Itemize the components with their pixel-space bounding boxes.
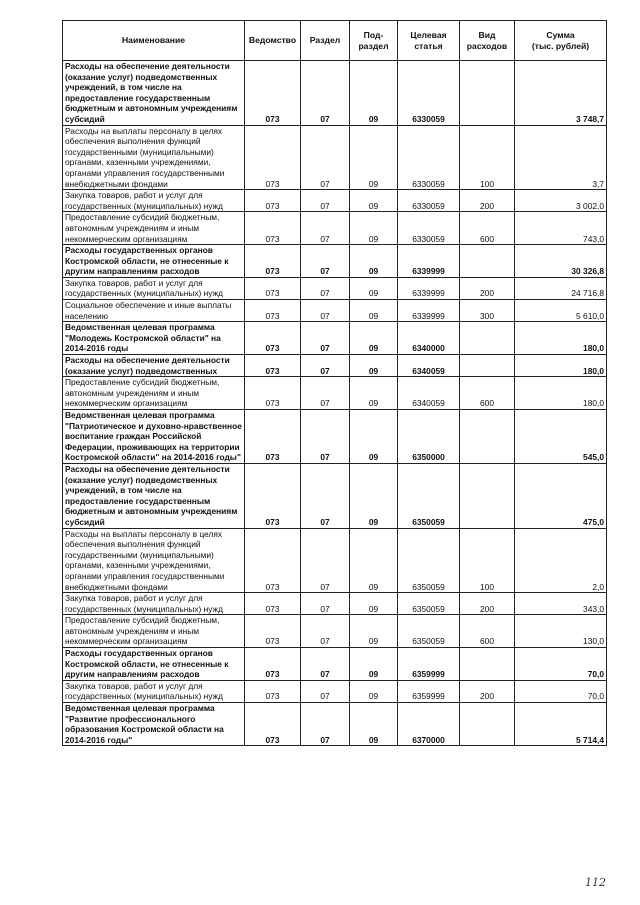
row-target-article: 6340059 — [398, 355, 460, 377]
table-row — [63, 680, 607, 702]
table-row — [63, 377, 607, 410]
row-department: 073 — [245, 703, 301, 746]
row-department: 073 — [245, 277, 301, 299]
header-department: Ведомство — [245, 21, 301, 61]
row-name: Предоставление субсидий бюджетным, автономным учреждениям и иным некоммерческим организациям — [63, 615, 245, 648]
row-expense-type: 600 — [460, 615, 515, 648]
row-section: 07 — [301, 300, 350, 322]
row-name: Расходы на выплаты персоналу в целях обеспечения выполнения функций государственными (муниципальными) органами, казенными учреждениями, органами управления государственными внебюджетными фондами — [63, 125, 245, 190]
row-amount: 180,0 — [515, 355, 607, 377]
table-row — [63, 528, 607, 593]
row-subsection: 09 — [350, 61, 398, 126]
row-department: 073 — [245, 61, 301, 126]
row-target-article: 6330059 — [398, 61, 460, 126]
row-subsection: 09 — [350, 463, 398, 528]
row-amount: 180,0 — [515, 377, 607, 410]
row-expense-type — [460, 355, 515, 377]
table-row — [63, 212, 607, 245]
row-amount: 70,0 — [515, 680, 607, 702]
row-section: 07 — [301, 61, 350, 126]
row-amount: 545,0 — [515, 410, 607, 464]
table-row — [63, 615, 607, 648]
budget-table — [62, 20, 607, 746]
row-target-article: 6350059 — [398, 615, 460, 648]
row-target-article: 6359999 — [398, 648, 460, 681]
table-row — [63, 593, 607, 615]
row-expense-type — [460, 61, 515, 126]
row-target-article: 6350059 — [398, 593, 460, 615]
row-target-article: 6340059 — [398, 377, 460, 410]
row-expense-type — [460, 463, 515, 528]
row-target-article: 6330059 — [398, 125, 460, 190]
row-section: 07 — [301, 593, 350, 615]
header-section: Раздел — [301, 21, 350, 61]
row-amount: 180,0 — [515, 322, 607, 355]
row-subsection: 09 — [350, 277, 398, 299]
row-department: 073 — [245, 245, 301, 278]
row-target-article: 6359999 — [398, 680, 460, 702]
row-subsection: 09 — [350, 245, 398, 278]
row-subsection: 09 — [350, 680, 398, 702]
row-section: 07 — [301, 615, 350, 648]
table-row — [63, 648, 607, 681]
row-name: Закупка товаров, работ и услуг для государственных (муниципальных) нужд — [63, 680, 245, 702]
table-row — [63, 355, 607, 377]
table-row — [63, 300, 607, 322]
row-name: Предоставление субсидий бюджетным, автономным учреждениям и иным некоммерческим организациям — [63, 212, 245, 245]
row-department: 073 — [245, 528, 301, 593]
row-section: 07 — [301, 125, 350, 190]
row-amount: 3 002,0 — [515, 190, 607, 212]
row-section: 07 — [301, 377, 350, 410]
table-row — [63, 463, 607, 528]
row-name: Расходы государственных органов Костромской области, не отнесенные к другим направлениям расходов — [63, 648, 245, 681]
row-department: 073 — [245, 410, 301, 464]
row-department: 073 — [245, 463, 301, 528]
row-expense-type — [460, 703, 515, 746]
row-target-article: 6339999 — [398, 277, 460, 299]
row-target-article: 6339999 — [398, 300, 460, 322]
header-subsection: Под- раздел — [350, 21, 398, 61]
row-department: 073 — [245, 300, 301, 322]
row-section: 07 — [301, 410, 350, 464]
row-name: Ведомственная целевая программа "Развитие профессионального образования Костромской области на 2014-2016 годы" — [63, 703, 245, 746]
row-section: 07 — [301, 703, 350, 746]
table-row — [63, 190, 607, 212]
row-expense-type: 200 — [460, 277, 515, 299]
row-name: Ведомственная целевая программа "Молодежь Костромской области" на 2014-2016 годы — [63, 322, 245, 355]
row-department: 073 — [245, 190, 301, 212]
row-amount: 5 610,0 — [515, 300, 607, 322]
table-header — [63, 21, 607, 61]
table-row — [63, 703, 607, 746]
row-department: 073 — [245, 593, 301, 615]
row-subsection: 09 — [350, 648, 398, 681]
row-amount: 30 326,8 — [515, 245, 607, 278]
row-subsection: 09 — [350, 703, 398, 746]
row-name: Расходы на выплаты персоналу в целях обеспечения выполнения функций государственными (муниципальными) органами, казенными учреждениями, органами управления государственными внебюджетными фондами — [63, 528, 245, 593]
row-section: 07 — [301, 355, 350, 377]
row-name: Расходы на обеспечение деятельности (оказание услуг) подведомственных учреждений, в том числе на предоставление государственным бюджетным и автономным учреждениям субсидий — [63, 463, 245, 528]
row-name: Социальное обеспечение и иные выплаты населению — [63, 300, 245, 322]
row-subsection: 09 — [350, 300, 398, 322]
row-expense-type — [460, 322, 515, 355]
table-row — [63, 410, 607, 464]
row-target-article: 6340000 — [398, 322, 460, 355]
row-section: 07 — [301, 463, 350, 528]
table-row — [63, 245, 607, 278]
table-row — [63, 277, 607, 299]
row-section: 07 — [301, 648, 350, 681]
row-name: Предоставление субсидий бюджетным, автономным учреждениям и иным некоммерческим организациям — [63, 377, 245, 410]
header-amount: Сумма (тыс. рублей) — [515, 21, 607, 61]
row-expense-type — [460, 410, 515, 464]
row-amount: 3,7 — [515, 125, 607, 190]
row-expense-type: 200 — [460, 680, 515, 702]
row-section: 07 — [301, 528, 350, 593]
row-expense-type: 100 — [460, 125, 515, 190]
row-expense-type: 200 — [460, 593, 515, 615]
row-subsection: 09 — [350, 615, 398, 648]
row-target-article: 6339999 — [398, 245, 460, 278]
row-amount: 2,0 — [515, 528, 607, 593]
table-row — [63, 61, 607, 126]
row-target-article: 6330059 — [398, 212, 460, 245]
row-department: 073 — [245, 322, 301, 355]
row-amount: 743,0 — [515, 212, 607, 245]
row-section: 07 — [301, 680, 350, 702]
row-department: 073 — [245, 680, 301, 702]
row-department: 073 — [245, 615, 301, 648]
row-subsection: 09 — [350, 528, 398, 593]
row-department: 073 — [245, 355, 301, 377]
row-section: 07 — [301, 277, 350, 299]
row-expense-type: 200 — [460, 190, 515, 212]
row-expense-type: 600 — [460, 212, 515, 245]
row-subsection: 09 — [350, 410, 398, 464]
row-amount: 3 748,7 — [515, 61, 607, 126]
row-name: Расходы на обеспечение деятельности (оказание услуг) подведомственных учреждений, в том числе на предоставление государственным бюджетным и автономным учреждениям субсидий — [63, 61, 245, 126]
row-amount: 475,0 — [515, 463, 607, 528]
row-subsection: 09 — [350, 212, 398, 245]
row-expense-type: 100 — [460, 528, 515, 593]
row-amount: 24 716,8 — [515, 277, 607, 299]
row-section: 07 — [301, 190, 350, 212]
row-amount: 5 714,4 — [515, 703, 607, 746]
table-row — [63, 322, 607, 355]
row-section: 07 — [301, 322, 350, 355]
row-amount: 70,0 — [515, 648, 607, 681]
row-section: 07 — [301, 245, 350, 278]
header-target-article: Целевая статья — [398, 21, 460, 61]
row-amount: 343,0 — [515, 593, 607, 615]
table-row — [63, 125, 607, 190]
row-department: 073 — [245, 648, 301, 681]
row-name: Закупка товаров, работ и услуг для государственных (муниципальных) нужд — [63, 277, 245, 299]
row-name: Расходы на обеспечение деятельности (оказание услуг) подведомственных — [63, 355, 245, 377]
row-department: 073 — [245, 212, 301, 245]
row-expense-type: 600 — [460, 377, 515, 410]
row-subsection: 09 — [350, 190, 398, 212]
row-target-article: 6350059 — [398, 463, 460, 528]
table-body — [63, 61, 607, 746]
row-amount: 130,0 — [515, 615, 607, 648]
row-target-article: 6370000 — [398, 703, 460, 746]
row-target-article: 6330059 — [398, 190, 460, 212]
row-expense-type — [460, 648, 515, 681]
row-department: 073 — [245, 377, 301, 410]
row-subsection: 09 — [350, 593, 398, 615]
row-department: 073 — [245, 125, 301, 190]
row-name: Расходы государственных органов Костромской области, не отнесенные к другим направлениям расходов — [63, 245, 245, 278]
row-subsection: 09 — [350, 322, 398, 355]
page-number: 112 — [585, 876, 606, 889]
row-subsection: 09 — [350, 125, 398, 190]
header-name: Наименование — [63, 21, 245, 61]
row-name: Ведомственная целевая программа "Патриотическое и духовно-нравственное воспитание граждан Российской Федерации, проживающих на территории Костромской области" на 2014-2016 годы" — [63, 410, 245, 464]
row-section: 07 — [301, 212, 350, 245]
row-subsection: 09 — [350, 355, 398, 377]
row-expense-type: 300 — [460, 300, 515, 322]
row-name: Закупка товаров, работ и услуг для государственных (муниципальных) нужд — [63, 593, 245, 615]
row-subsection: 09 — [350, 377, 398, 410]
row-target-article: 6350000 — [398, 410, 460, 464]
header-expense-type: Вид расходов — [460, 21, 515, 61]
row-name: Закупка товаров, работ и услуг для государственных (муниципальных) нужд — [63, 190, 245, 212]
row-target-article: 6350059 — [398, 528, 460, 593]
row-expense-type — [460, 245, 515, 278]
